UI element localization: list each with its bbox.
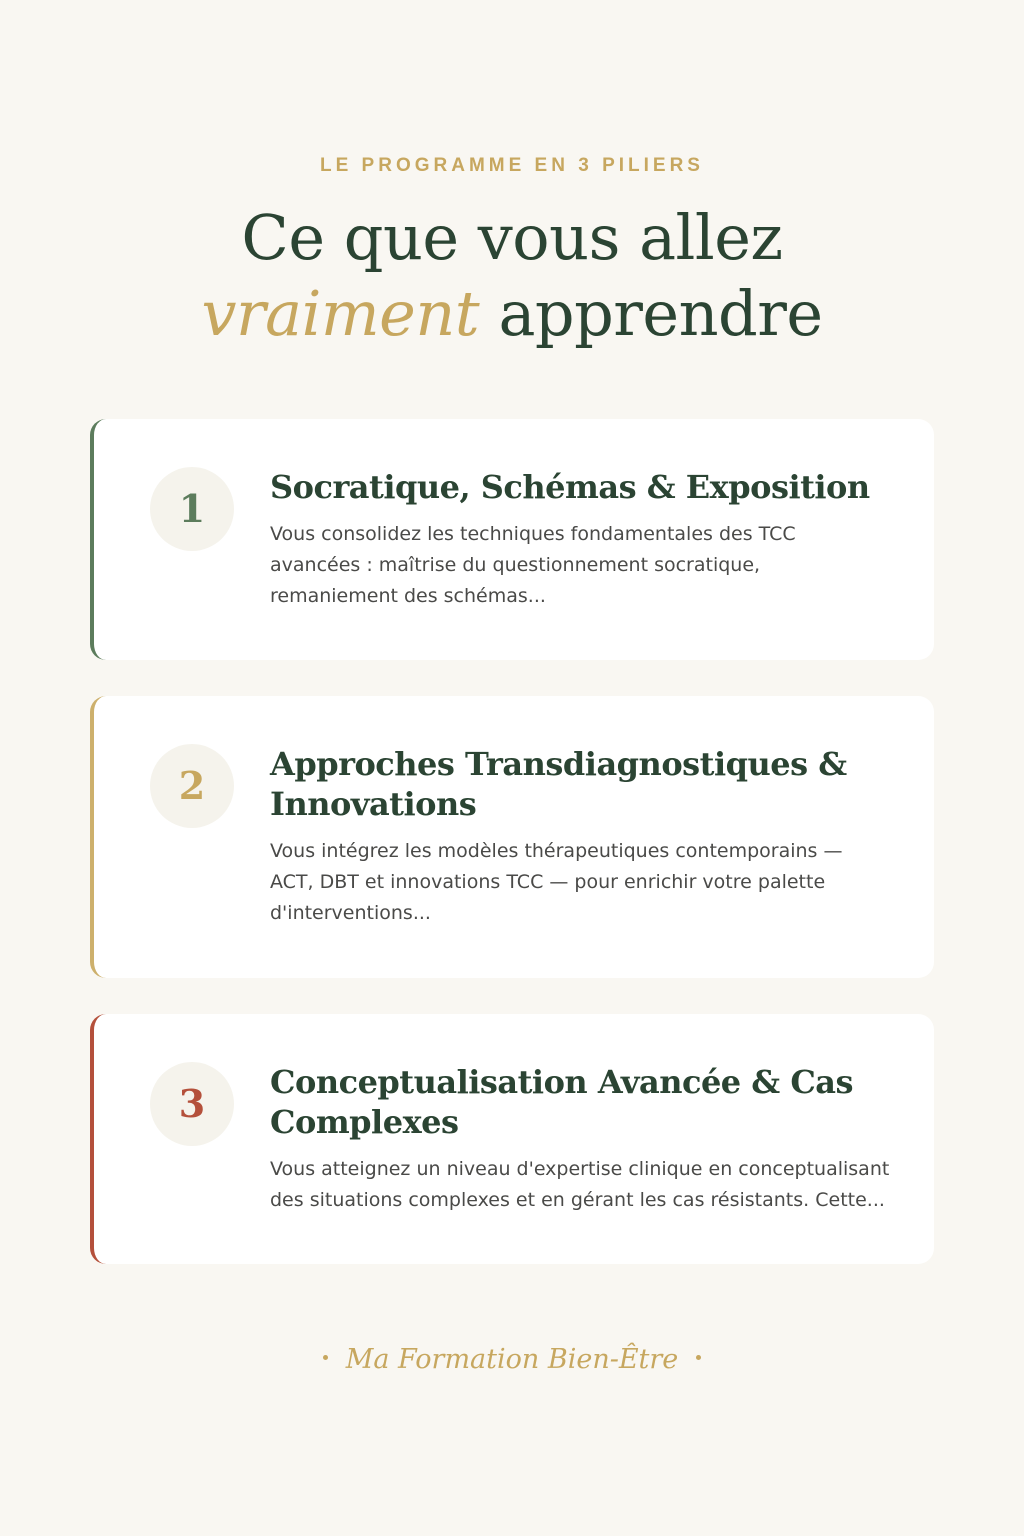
pillar-card-1 xyxy=(90,419,934,660)
pillar-description: Vous intégrez les modèles thérapeutiques contemporains — ACT, DBT et innovations TCC — pour enrichir votre palette d'interventions... xyxy=(270,840,843,924)
footer-brand xyxy=(0,1340,1024,1380)
pillar-title: Approches Transdiagnostiques & Innovations xyxy=(270,745,847,823)
pillar-card-3 xyxy=(90,1014,934,1264)
pillar-number-badge: 1 xyxy=(150,467,234,551)
pillar-description: Vous atteignez un niveau d'expertise clinique en conceptualisant des situations complexes et en gérant les cas résistants. Cette... xyxy=(270,1158,890,1211)
pillar-description: Vous consolidez les techniques fondamentales des TCC avancées : maîtrise du questionnement socratique, remaniement des schémas... xyxy=(270,523,796,607)
pillar-title: Conceptualisation Avancée & Cas Complexes xyxy=(270,1063,854,1141)
footer-dot-right xyxy=(696,1355,701,1360)
brand-name: Ma Formation Bien-Être xyxy=(345,1344,679,1375)
title-line-2 xyxy=(0,276,1024,352)
footer-dot-left xyxy=(323,1355,328,1360)
title-rest: apprendre xyxy=(479,277,823,350)
section-eyebrow: LE PROGRAMME EN 3 PILIERS xyxy=(320,155,704,176)
pillar-number-badge: 2 xyxy=(150,744,234,828)
title-accent-word: vraiment xyxy=(201,277,480,350)
page-title xyxy=(0,200,1024,352)
pillar-number-badge: 3 xyxy=(150,1062,234,1146)
title-line-1: Ce que vous allez xyxy=(241,201,783,274)
pillar-card-2 xyxy=(90,696,934,978)
pillar-title: Socratique, Schémas & Exposition xyxy=(270,468,870,506)
